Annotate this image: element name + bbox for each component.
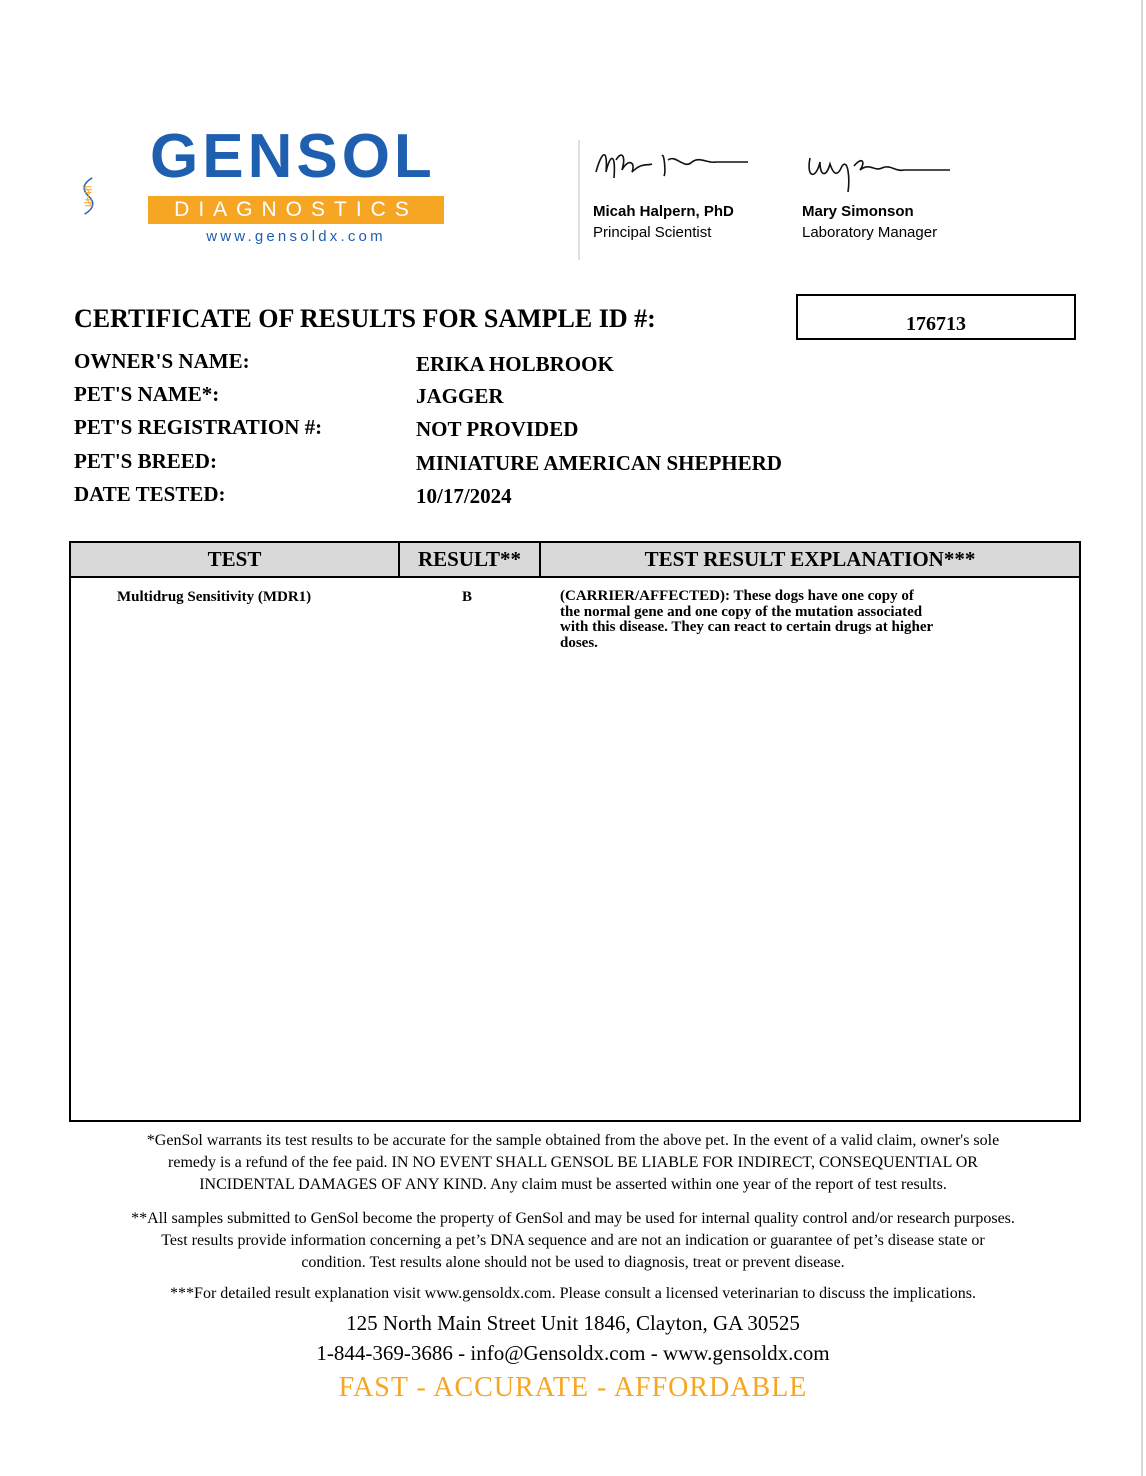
owner-name-value: ERIKA HOLBROOK: [416, 352, 614, 376]
table-header: [71, 543, 1079, 578]
pet-breed-label: PET'S BREED:: [74, 449, 217, 473]
results-table: [69, 541, 1081, 1122]
note-line: INCIDENTAL DAMAGES OF ANY KIND. Any claim must be asserted within one year of the report of test results.: [199, 1176, 947, 1193]
signatory-1-title: Principal Scientist: [593, 224, 712, 241]
note-line: *GenSol warrants its test results to be accurate for the sample obtained from the above pet. In the event of a valid claim, owner's sole: [146, 1132, 1000, 1149]
date-tested-label: DATE TESTED:: [74, 482, 226, 506]
explanation-note: ***For detailed result explanation visit www.gensoldx.com. Please consult a licensed veterinarian to discuss the implications.: [170, 1285, 976, 1302]
signature-image-2: [804, 148, 954, 198]
header-explanation: TEST RESULT EXPLANATION***: [644, 547, 976, 571]
pet-registration-label: PET'S REGISTRATION #:: [74, 415, 323, 439]
signature-divider: [578, 140, 580, 260]
samples-note: [60, 1208, 1086, 1274]
logo-brand: GENSOL: [150, 122, 436, 191]
pet-name-label: PET'S NAME*:: [74, 382, 220, 406]
company-contact: 1-844-369-3686 - info@Gensoldx.com - www.gensoldx.com: [316, 1341, 830, 1365]
pet-breed-value: MINIATURE AMERICAN SHEPHERD: [416, 451, 782, 475]
date-tested-value: 10/17/2024: [416, 484, 512, 508]
signatory-2-name: Mary Simonson: [802, 203, 914, 220]
certificate-title: CERTIFICATE OF RESULTS FOR SAMPLE ID #:: [74, 304, 656, 333]
warranty-note: [60, 1130, 1086, 1196]
company-tagline: FAST - ACCURATE - AFFORDABLE: [338, 1372, 808, 1403]
pet-registration-value: NOT PROVIDED: [416, 417, 579, 441]
explanation-line: with this disease. They can react to certain drugs at higher: [560, 619, 934, 635]
page-edge-rule: [1141, 0, 1143, 1476]
pet-name-value: JAGGER: [416, 384, 504, 408]
note-line: remedy is a refund of the fee paid. IN NO EVENT SHALL GENSOL BE LIABLE FOR INDIRECT, CONSEQUENTIAL OR: [168, 1154, 978, 1171]
row-explanation: [560, 589, 990, 651]
signature-image-1: [592, 142, 752, 198]
sample-id-value: 176713: [906, 312, 966, 335]
explanation-line: doses.: [560, 634, 598, 651]
note-line: condition. Test results alone should not be used to diagnosis, treat or prevent disease.: [301, 1254, 845, 1271]
header-test: TEST: [207, 547, 262, 571]
company-address: 125 North Main Street Unit 1846, Clayton, GA 30525: [346, 1311, 800, 1335]
header-result: RESULT**: [417, 547, 522, 571]
signatory-1-name: Micah Halpern, PhD: [593, 203, 734, 220]
logo-subtitle: DIAGNOSTICS: [148, 196, 444, 224]
explanation-line: (CARRIER/AFFECTED): These dogs have one copy of: [560, 588, 914, 604]
logo-url: www.gensoldx.com: [206, 228, 386, 245]
row-test-name: Multidrug Sensitivity (MDR1): [117, 589, 312, 605]
explanation-line: the normal gene and one copy of the mutation associated: [560, 603, 923, 620]
signatory-2-title: Laboratory Manager: [802, 224, 938, 241]
sample-id-box: [796, 294, 1076, 340]
owner-name-label: OWNER'S NAME:: [74, 349, 250, 373]
row-result: B: [462, 589, 473, 605]
note-line: Test results provide information concerning a pet’s DNA sequence and are not an indication or guarantee of pet’s disease state or: [161, 1232, 985, 1249]
note-line: **All samples submitted to GenSol become the property of GenSol and may be used for internal quality control and/or research purposes.: [131, 1210, 1015, 1227]
